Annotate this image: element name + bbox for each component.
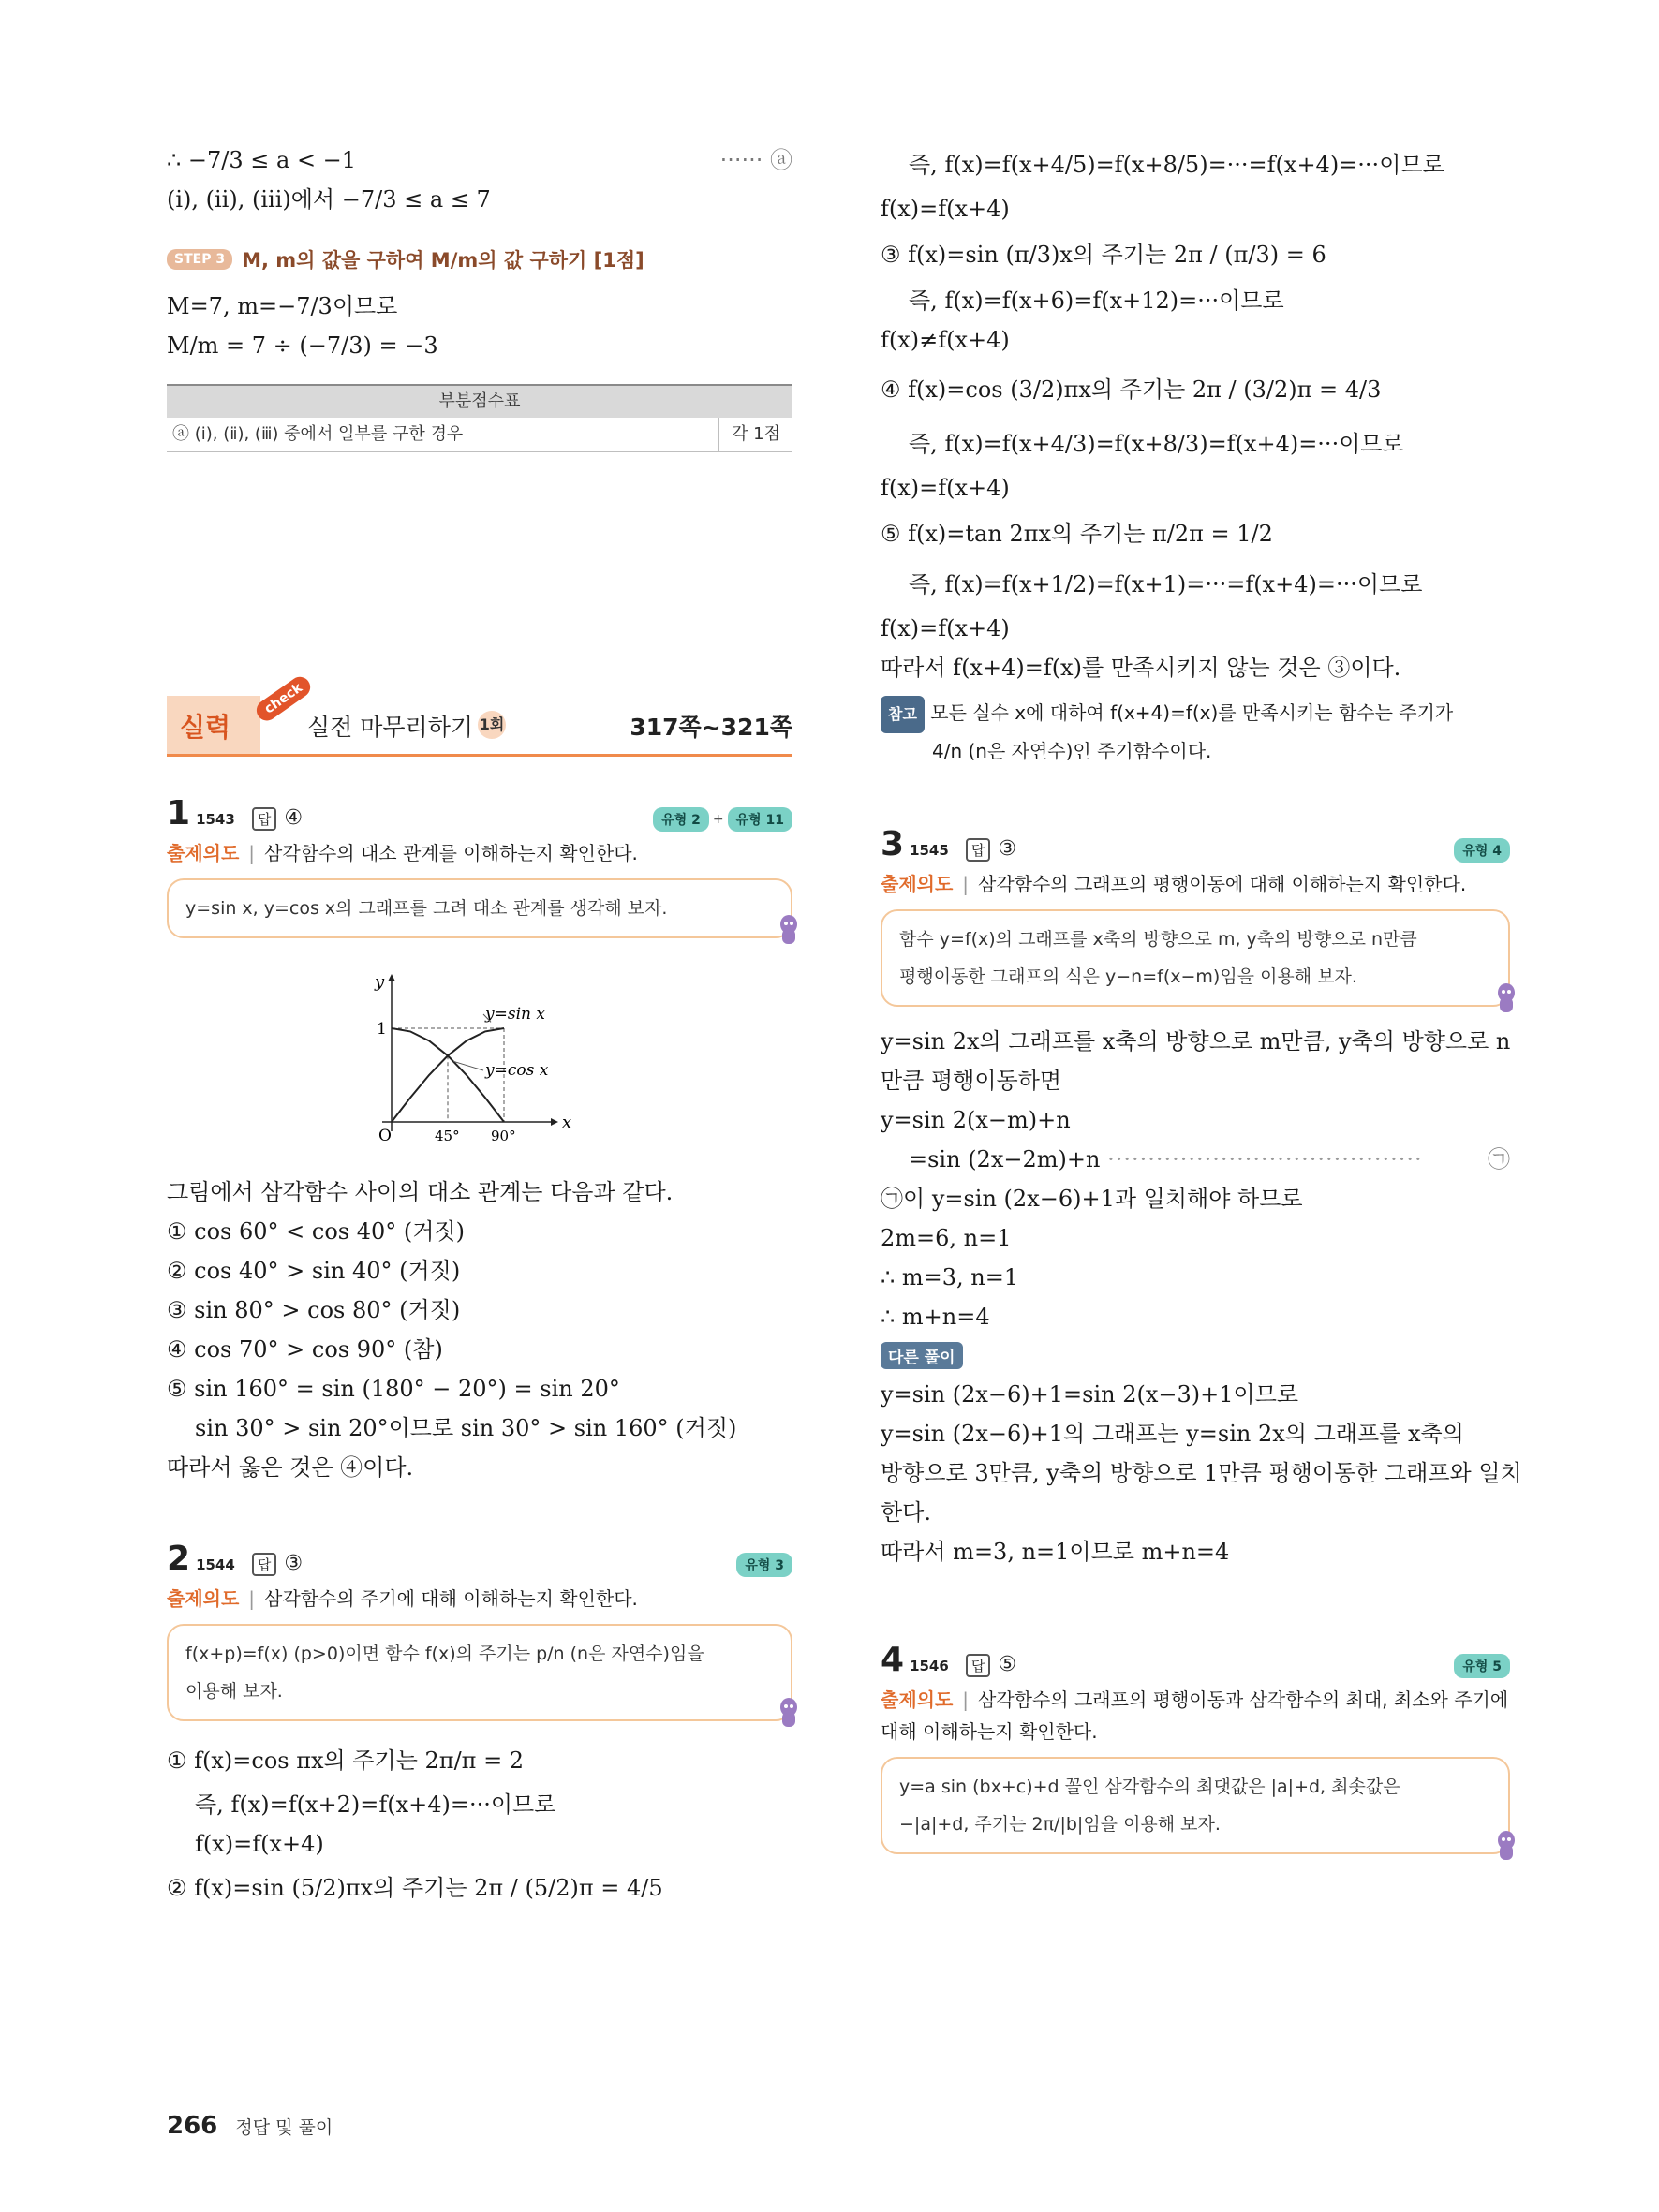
choice-line: ⑤ sin 160° = sin (180° − 20°) = sin 20° — [167, 1376, 620, 1402]
text-line: 즉, f(x)=f(x+4/5)=f(x+8/5)=···=f(x+4)=···이므로 — [909, 152, 1444, 178]
banner-subtitle: 실전 마무리하기 — [307, 714, 473, 741]
section-banner — [167, 680, 792, 757]
text-line: M/m = 7 ÷ (−7/3) = −3 — [167, 332, 438, 359]
left-column — [167, 140, 792, 1912]
text-line: ∴ m=3, n=1 — [881, 1264, 1019, 1290]
check-badge: check — [253, 672, 315, 725]
question-number: 1 — [167, 794, 191, 833]
question-code: 1546 — [910, 1658, 949, 1674]
text-line: 즉, f(x)=f(x+4/3)=f(x+8/3)=f(x+4)=···이므로 — [909, 431, 1404, 457]
text-line: 즉, f(x)=f(x+2)=f(x+4)=···이므로 — [195, 1792, 556, 1818]
footer-label: 정답 및 풀이 — [235, 2117, 333, 2138]
text-line: 즉, f(x)=f(x+1/2)=f(x+1)=···=f(x+4)=···이므로 — [909, 571, 1423, 597]
score-header: 부분점수표 — [167, 386, 792, 418]
text-line: y=sin 2x의 그래프를 x축의 방향으로 m만큼, y축의 방향으로 n — [881, 1028, 1511, 1054]
type-badge: 유형 5 — [1454, 1654, 1510, 1678]
series-label: y=sin x — [485, 1005, 545, 1024]
text-line: f(x)=f(x+4) — [881, 615, 1010, 641]
hint-text: 이용해 보자. — [185, 1681, 283, 1702]
text-line: f(x)=f(x+4) — [881, 196, 1010, 222]
type-plus: + — [712, 812, 724, 827]
text-line: f(x)=f(x+4) — [195, 1831, 324, 1857]
answer-value: ③ — [284, 1552, 304, 1575]
question-intent: 출제의도 | 삼각함수의 그래프의 평행이동에 대해 이해하는지 확인한다. — [881, 873, 1467, 895]
question-number: 4 — [881, 1641, 905, 1679]
answer-icon: 답 — [252, 1553, 277, 1576]
choice-line: ③ sin 80° > cos 80° (거짓) — [167, 1297, 461, 1323]
score-condition: ⓐ (ⅰ), (ⅱ), (ⅲ) 중에서 일부를 구한 경우 — [172, 424, 464, 444]
answer-value: ④ — [284, 806, 304, 830]
page-range: 317쪽~321쪽 — [630, 714, 792, 741]
text-line: (ⅰ), (ⅱ), (ⅲ)에서 −7/3 ≤ a ≤ 7 — [167, 186, 491, 213]
ineq-line: ∴ −7/3 ≤ a < −1 — [167, 147, 357, 173]
text-line: ㉠이 y=sin (2x−6)+1과 일치해야 하므로 — [881, 1186, 1303, 1212]
text-line — [881, 1140, 1510, 1179]
answer-icon: 답 — [966, 838, 991, 862]
text-line: 즉, f(x)=f(x+6)=f(x+12)=···이므로 — [909, 288, 1284, 314]
text-line: y=sin (2x−6)+1=sin 2(x−3)+1이므로 — [881, 1381, 1299, 1408]
choice-line: ④ f(x)=cos (3/2)πx의 주기는 2π / (3/2)π = 4/3 — [881, 376, 1382, 403]
type-badges — [1454, 838, 1510, 863]
text-line: 2m=6, n=1 — [881, 1225, 1012, 1251]
conclusion-line: 따라서 f(x+4)=f(x)를 만족시키지 않는 것은 ③이다. — [881, 655, 1401, 681]
answer-value: ③ — [998, 837, 1017, 861]
answer-value: ⑤ — [998, 1653, 1017, 1676]
reference-note — [881, 695, 1510, 733]
mascot-icon — [776, 1697, 802, 1731]
text-line: 그림에서 삼각함수 사이의 대소 관계는 다음과 같다. — [167, 1179, 674, 1205]
answer — [252, 1552, 303, 1576]
x-axis-label: x — [562, 1113, 572, 1132]
text-line: 만큼 평행이동하면 — [881, 1068, 1062, 1094]
type-badges — [653, 807, 792, 832]
question-intent: 출제의도 | 삼각함수의 주기에 대해 이해하는지 확인한다. — [167, 1587, 638, 1610]
question-code: 1545 — [910, 842, 949, 859]
intent-label: 출제의도 — [881, 1688, 954, 1711]
sin-cos-graph — [354, 972, 579, 1150]
x-axis-arrow — [551, 1118, 558, 1126]
score-row — [167, 418, 792, 452]
type-badge: 유형 4 — [1454, 838, 1510, 863]
question-header — [881, 1641, 1510, 1684]
text-line: y=sin (2x−6)+1의 그래프는 y=sin 2x의 그래프를 x축의 — [881, 1421, 1464, 1447]
step-title: M, m의 값을 구하여 M/m의 값 구하기 [1점] — [242, 249, 644, 272]
type-badge: 유형 3 — [736, 1553, 792, 1577]
text-line: ∴ m+n=4 — [881, 1304, 990, 1330]
y-tick-label: 1 — [377, 1020, 387, 1039]
answer-icon: 답 — [966, 1654, 991, 1677]
intent-label: 출제의도 — [881, 873, 954, 895]
answer — [252, 806, 303, 831]
hint-box — [881, 1757, 1510, 1854]
type-badge: 유형 2 — [653, 807, 709, 832]
text-line: sin 30° > sin 20°이므로 sin 30° > sin 160° (거짓) — [195, 1415, 737, 1441]
x-tick-label: 45° — [435, 1128, 460, 1144]
equation-text: =sin (2x−2m)+n — [909, 1146, 1101, 1172]
x-tick-label: 90° — [491, 1128, 516, 1144]
type-badge: 유형 11 — [728, 807, 792, 832]
question-intent: 출제의도 | 삼각함수의 대소 관계를 이해하는지 확인한다. — [167, 842, 638, 864]
right-column — [881, 140, 1522, 1869]
page-footer — [167, 2112, 333, 2140]
conclusion-line: 따라서 m=3, n=1이므로 m+n=4 — [881, 1539, 1230, 1565]
note-text: 4/n (n은 자연수)인 주기함수이다. — [932, 740, 1212, 762]
question-number: 3 — [881, 825, 905, 863]
choice-line: ④ cos 70° > cos 90° (참) — [167, 1336, 443, 1363]
text-line — [167, 140, 792, 180]
marker-a: ······ ⓐ — [719, 147, 792, 173]
hint-box — [881, 909, 1510, 1007]
intent-label: 출제의도 — [167, 842, 240, 864]
hint-text: f(x+p)=f(x) (p>0)이면 함수 f(x)의 주기는 p/n (n은 자연수)임을 — [185, 1644, 704, 1664]
intent-text: 삼각함수의 그래프의 평행이동과 삼각함수의 최대, 최소와 주기에 — [978, 1688, 1509, 1711]
hint-box — [167, 878, 792, 938]
text-line: M=7, m=−7/3이므로 — [167, 293, 398, 319]
x-tick-label: O — [378, 1127, 392, 1145]
intent-text: 대해 이해하는지 확인한다. — [881, 1720, 1098, 1743]
mascot-icon — [1493, 982, 1519, 1016]
note-text: 모든 실수 x에 대하여 f(x+4)=f(x)를 만족시키는 함수는 주기가 — [930, 701, 1454, 724]
hint-text: y=a sin (bx+c)+d 꼴인 삼각함수의 최댓값은 |a|+d, 최솟값은 — [899, 1777, 1400, 1797]
question-header — [881, 825, 1510, 868]
intent-text: 삼각함수의 대소 관계를 이해하는지 확인한다. — [264, 842, 638, 864]
question-number: 2 — [167, 1540, 191, 1578]
hint-text: −|a|+d, 주기는 2π/|b|임을 이용해 보자. — [899, 1814, 1221, 1835]
chart-axes — [382, 974, 558, 1131]
intent-text: 삼각함수의 주기에 대해 이해하는지 확인한다. — [264, 1587, 638, 1610]
intent-label: 출제의도 — [167, 1587, 240, 1610]
answer — [966, 837, 1016, 862]
partial-score-table — [167, 384, 792, 452]
dotted-leader: ······································· — [1107, 1146, 1423, 1172]
question-header — [167, 794, 792, 837]
text-line: y=sin 2(x−m)+n — [881, 1107, 1071, 1133]
choice-line: ① f(x)=cos πx의 주기는 2π/π = 2 — [167, 1747, 525, 1774]
text-line: f(x)≠f(x+4) — [881, 327, 1010, 353]
answer-icon: 답 — [252, 807, 277, 831]
question-code: 1543 — [196, 811, 235, 828]
text-line: 방향으로 3만큼, y축의 방향으로 1만큼 평행이동한 그래프와 일치 — [881, 1460, 1522, 1486]
alt-solution-tag: 다른 풀이 — [881, 1342, 963, 1369]
hint-text: y=sin x, y=cos x의 그래프를 그려 대소 관계를 생각해 보자. — [185, 898, 668, 919]
chart-marks — [377, 1005, 549, 1145]
text-line: 한다. — [881, 1499, 931, 1526]
mascot-icon — [776, 914, 802, 948]
score-points: 각 1점 — [718, 418, 792, 451]
series-label: y=cos x — [485, 1061, 549, 1080]
mascot-icon — [1493, 1830, 1519, 1864]
note-tag: 참고 — [881, 696, 925, 733]
banner-title: 실력 — [180, 712, 231, 743]
alt-solution-tag-row — [881, 1342, 1510, 1369]
y-axis-label: y — [375, 972, 385, 992]
page-number: 266 — [167, 2112, 218, 2140]
answer — [966, 1653, 1016, 1677]
intent-text: 삼각함수의 그래프의 평행이동에 대해 이해하는지 확인한다. — [978, 873, 1467, 895]
type-badges — [736, 1553, 792, 1577]
question-code: 1544 — [196, 1556, 235, 1573]
choice-line: ② f(x)=sin (5/2)πx의 주기는 2π / (5/2)π = 4/5 — [167, 1875, 663, 1901]
conclusion-line: 따라서 옳은 것은 ④이다. — [167, 1454, 414, 1481]
step3-heading — [167, 245, 792, 273]
round-badge: 1회 — [478, 711, 506, 739]
choice-line: ③ f(x)=sin (π/3)x의 주기는 2π / (π/3) = 6 — [881, 242, 1326, 268]
question-intent: 출제의도 | 삼각함수의 그래프의 평행이동과 삼각함수의 최대, 최소와 주기에 — [881, 1688, 1509, 1711]
hint-text: 평행이동한 그래프의 식은 y−n=f(x−m)임을 이용해 보자. — [899, 966, 1357, 987]
type-badges — [1454, 1654, 1510, 1678]
y-axis-arrow — [388, 974, 395, 981]
hint-text: 함수 y=f(x)의 그래프를 x축의 방향으로 m, y축의 방향으로 n만큼 — [899, 929, 1417, 950]
step-badge: STEP 3 — [167, 249, 232, 270]
choice-line: ① cos 60° < cos 40° (거짓) — [167, 1218, 465, 1245]
question-header — [167, 1540, 792, 1583]
hint-box — [167, 1624, 792, 1721]
choice-line: ⑤ f(x)=tan 2πx의 주기는 π/2π = 1/2 — [881, 521, 1273, 547]
marker-giyeok: ㉠ — [1488, 1146, 1510, 1172]
choice-line: ② cos 40° > sin 40° (거짓) — [167, 1258, 461, 1284]
text-line: f(x)=f(x+4) — [881, 475, 1010, 501]
